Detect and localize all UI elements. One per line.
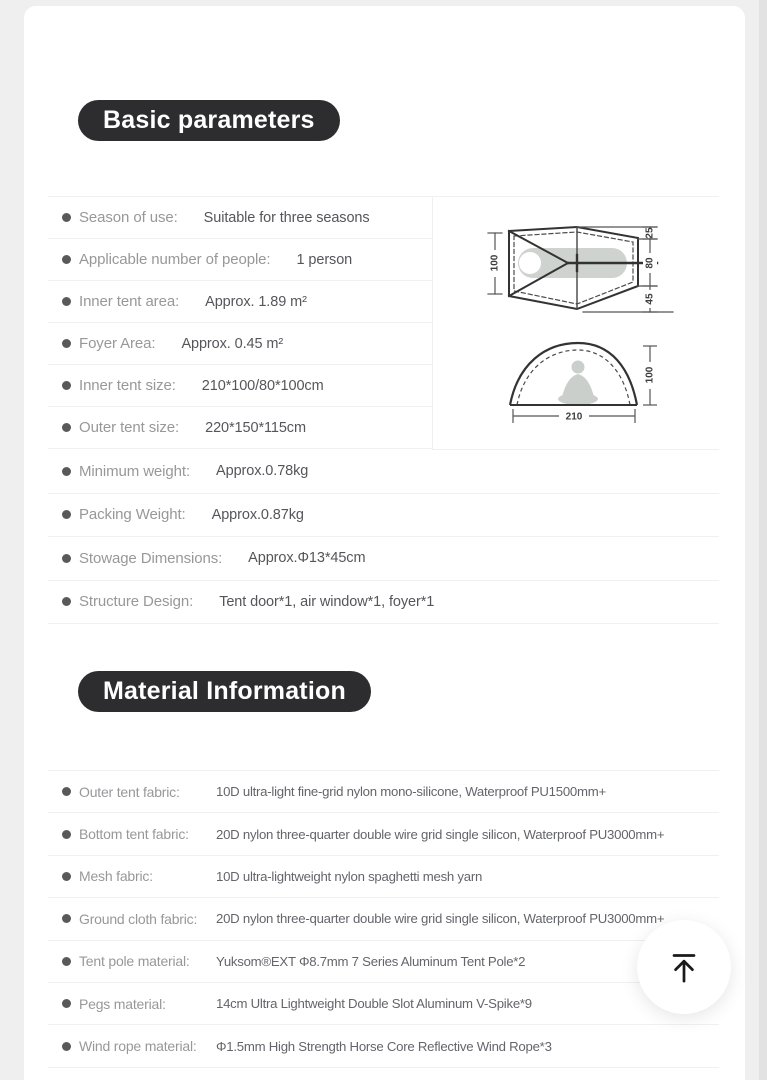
bullet-icon xyxy=(62,467,71,476)
spec-value: Tent door*1, air window*1, foyer*1 xyxy=(219,593,435,610)
material-label: Outer tent fabric: xyxy=(79,783,180,800)
bullet-icon xyxy=(62,213,71,222)
material-row-wind-rope-material xyxy=(48,1025,719,1067)
material-value: Yuksom®EXT Φ8.7mm 7 Series Aluminum Tent Pole*2 xyxy=(216,953,526,969)
spec-row-stowage-dimensions xyxy=(48,537,719,581)
spec-label: Packing Weight: xyxy=(79,506,186,524)
spec-value: 220*150*115cm xyxy=(205,419,306,436)
spec-label: Season of use: xyxy=(79,209,178,226)
basic-parameters-heading: Basic parameters xyxy=(78,100,340,141)
spec-row-packing-weight xyxy=(48,494,719,538)
bullet-icon xyxy=(62,999,71,1008)
bullet-icon xyxy=(62,423,71,432)
bullet-icon xyxy=(62,297,71,306)
bullet-icon xyxy=(62,830,71,839)
spec-value: Approx.0.87kg xyxy=(211,506,304,523)
bullet-icon xyxy=(62,597,71,606)
material-information-table xyxy=(48,770,719,1068)
material-value: 10D ultra-lightweight nylon spaghetti mesh yarn xyxy=(216,868,483,884)
material-value: 14cm Ultra Lightweight Double Slot Aluminum V-Spike*9 xyxy=(216,996,532,1012)
top-view-right-dim-45: 45 xyxy=(644,293,656,305)
material-label: Ground cloth fabric: xyxy=(79,910,198,927)
bullet-icon xyxy=(62,255,71,264)
bullet-icon xyxy=(62,339,71,348)
material-label: Pegs material: xyxy=(79,995,166,1012)
seated-person-silhouette xyxy=(558,361,598,406)
spec-value: 1 person xyxy=(296,251,353,268)
spec-row-inner-tent-area xyxy=(48,281,432,323)
spec-label: Minimum weight: xyxy=(79,462,191,480)
material-label: Mesh fabric: xyxy=(79,868,153,885)
material-value: 20D nylon three-quarter double wire grid single silicon, Waterproof PU3000mm+ xyxy=(216,826,665,842)
top-view-right-dim-25: 25 xyxy=(644,227,656,239)
spec-label: Stowage Dimensions: xyxy=(79,549,223,567)
spec-row-structure-design xyxy=(48,581,719,625)
basic-parameters-left-column xyxy=(48,197,432,450)
tent-dimension-diagrams xyxy=(432,197,719,450)
bullet-icon xyxy=(62,1042,71,1051)
material-label: Bottom tent fabric: xyxy=(79,826,189,843)
spec-value: Approx. 0.45 m² xyxy=(181,335,284,352)
arrow-up-to-top-icon xyxy=(663,946,705,988)
material-value: 20D nylon three-quarter double wire grid single silicon, Waterproof PU3000mm+ xyxy=(216,911,665,927)
tent-diagram-svg xyxy=(433,197,719,449)
basic-parameters-table xyxy=(48,196,719,624)
top-view-right-dim-80: 80 xyxy=(644,257,656,269)
material-row-bottom-tent-fabric xyxy=(48,813,719,855)
bullet-icon xyxy=(62,872,71,881)
spec-row-outer-tent-size xyxy=(48,407,432,449)
material-label: Wind rope material: xyxy=(79,1038,197,1055)
material-row-tent-pole-material xyxy=(48,941,719,983)
side-view-height-dim-label: 100 xyxy=(644,366,656,384)
spec-value: Approx.Φ13*45cm xyxy=(248,550,366,567)
bullet-icon xyxy=(62,510,71,519)
material-row-pegs-material xyxy=(48,983,719,1025)
bullet-icon xyxy=(62,957,71,966)
material-value: 10D ultra-light fine-grid nylon mono-silicone, Waterproof PU1500mm+ xyxy=(216,784,606,800)
spec-row-inner-tent-size xyxy=(48,365,432,407)
spec-value: 210*100/80*100cm xyxy=(201,377,324,394)
spec-row-applicable-people xyxy=(48,239,432,281)
material-row-ground-cloth-fabric xyxy=(48,898,719,940)
bullet-icon xyxy=(62,554,71,563)
top-view-width-dim-label: 100 xyxy=(489,254,501,272)
material-value: Φ1.5mm High Strength Horse Core Reflective Wind Rope*3 xyxy=(216,1038,552,1054)
spec-value: Suitable for three seasons xyxy=(203,209,370,226)
spec-row-minimum-weight xyxy=(48,450,719,494)
spec-label: Outer tent size: xyxy=(79,419,180,436)
sleeping-bag-pillow xyxy=(519,252,541,274)
spec-label: Inner tent area: xyxy=(79,293,180,310)
spec-value: Approx.0.78kg xyxy=(216,463,309,480)
material-information-heading: Material Information xyxy=(78,671,371,712)
material-label: Tent pole material: xyxy=(79,953,190,970)
spec-label: Foyer Area: xyxy=(79,335,156,352)
page-right-edge xyxy=(759,0,767,1080)
spec-row-foyer-area xyxy=(48,323,432,365)
tent-side-view-diagram xyxy=(510,343,657,423)
bullet-icon xyxy=(62,381,71,390)
material-row-outer-tent-fabric xyxy=(48,771,719,813)
spec-label: Structure Design: xyxy=(79,593,194,611)
back-to-top-button[interactable] xyxy=(637,920,731,1014)
side-view-length-dim-label: 210 xyxy=(565,411,583,423)
spec-row-season-of-use xyxy=(48,197,432,239)
spec-label: Inner tent size: xyxy=(79,377,176,394)
spec-label: Applicable number of people: xyxy=(79,251,271,268)
spec-value: Approx. 1.89 m² xyxy=(205,293,307,310)
bullet-icon xyxy=(62,787,71,796)
material-row-mesh-fabric xyxy=(48,856,719,898)
bullet-icon xyxy=(62,914,71,923)
